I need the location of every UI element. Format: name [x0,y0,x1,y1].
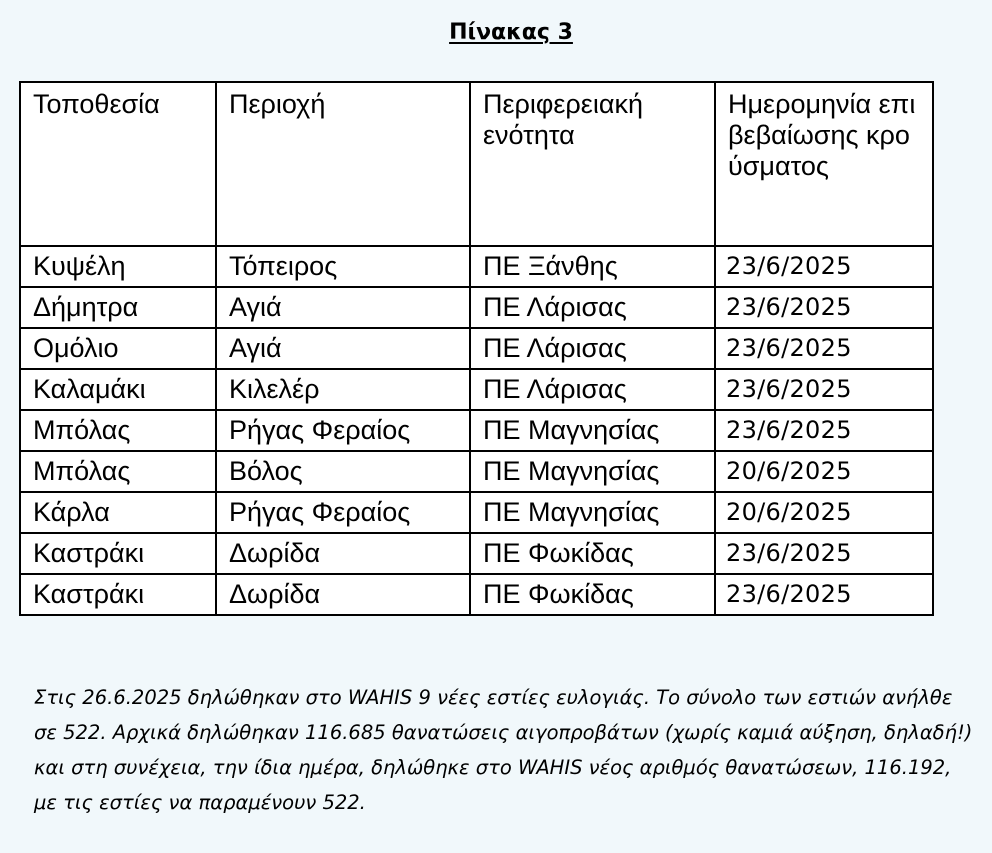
cell-location: Μπόλας [20,410,216,451]
header-confirmation-date [715,82,933,246]
cell-date: 23/6/2025 [715,287,933,328]
cell-area: Ρήγας Φεραίος [216,492,470,533]
cell-date: 23/6/2025 [715,369,933,410]
table-row [20,246,933,287]
cell-regional-unit: ΠΕ Μαγνησίας [470,410,715,451]
cell-regional-unit: ΠΕ Λάρισας [470,328,715,369]
cell-regional-unit: ΠΕ Λάρισας [470,369,715,410]
cell-location: Καστράκι [20,533,216,574]
cell-area: Δωρίδα [216,574,470,615]
cell-area: Τόπειρος [216,246,470,287]
cell-location: Μπόλας [20,451,216,492]
cell-regional-unit: ΠΕ Μαγνησίας [470,451,715,492]
cell-location: Καστράκι [20,574,216,615]
cell-location: Ομόλιο [20,328,216,369]
cell-date: 20/6/2025 [715,492,933,533]
table-title: Πίνακας 3 [449,20,573,45]
cell-area: Δωρίδα [216,533,470,574]
cell-area: Αγιά [216,328,470,369]
table-row [20,287,933,328]
cell-regional-unit: ΠΕ Μαγνησίας [470,492,715,533]
outbreak-table [19,81,934,616]
cell-date: 23/6/2025 [715,328,933,369]
cell-location: Καλαμάκι [20,369,216,410]
cell-regional-unit: ΠΕ Φωκίδας [470,574,715,615]
footnote-paragraph: Στις 26.6.2025 δηλώθηκαν στο WAHIS 9 νέες εστίες ευλογιάς. Το σύνολο των εστιών ανήλθε σε 522. Αρχικά δηλώθηκαν 116.685 θανατώσεις αιγοπροβάτων (χωρίς καμιά αύξηση, δηλαδή!) και στη συνέχεια, την ίδια ημέρα, δηλώθηκε στο WAHIS νέος αριθμός θανατώσεων, 116.192, με τις εστίες να παραμένουν 522. [34,686,973,814]
table-row [20,574,933,615]
header-regional-unit: Περιφερειακή ενότητα [470,82,715,246]
cell-date: 23/6/2025 [715,410,933,451]
table-row [20,492,933,533]
cell-date: 23/6/2025 [715,574,933,615]
table-row [20,369,933,410]
header-area: Περιοχή [216,82,470,246]
table-header-row [20,82,933,246]
cell-date: 23/6/2025 [715,246,933,287]
cell-area: Αγιά [216,287,470,328]
cell-area: Κιλελέρ [216,369,470,410]
table-row [20,533,933,574]
cell-area: Ρήγας Φεραίος [216,410,470,451]
cell-date: 20/6/2025 [715,451,933,492]
table-row [20,328,933,369]
table-row [20,410,933,451]
cell-location: Κάρλα [20,492,216,533]
table-row [20,451,933,492]
cell-regional-unit: ΠΕ Ξάνθης [470,246,715,287]
cell-location: Δήμητρα [20,287,216,328]
header-confirmation-date-label: Ημερομηνία επιβεβαίωσης κρούσματος [728,89,916,181]
cell-location: Κυψέλη [20,246,216,287]
cell-date: 23/6/2025 [715,533,933,574]
header-location: Τοποθεσία [20,82,216,246]
cell-regional-unit: ΠΕ Λάρισας [470,287,715,328]
cell-regional-unit: ΠΕ Φωκίδας [470,533,715,574]
cell-area: Βόλος [216,451,470,492]
